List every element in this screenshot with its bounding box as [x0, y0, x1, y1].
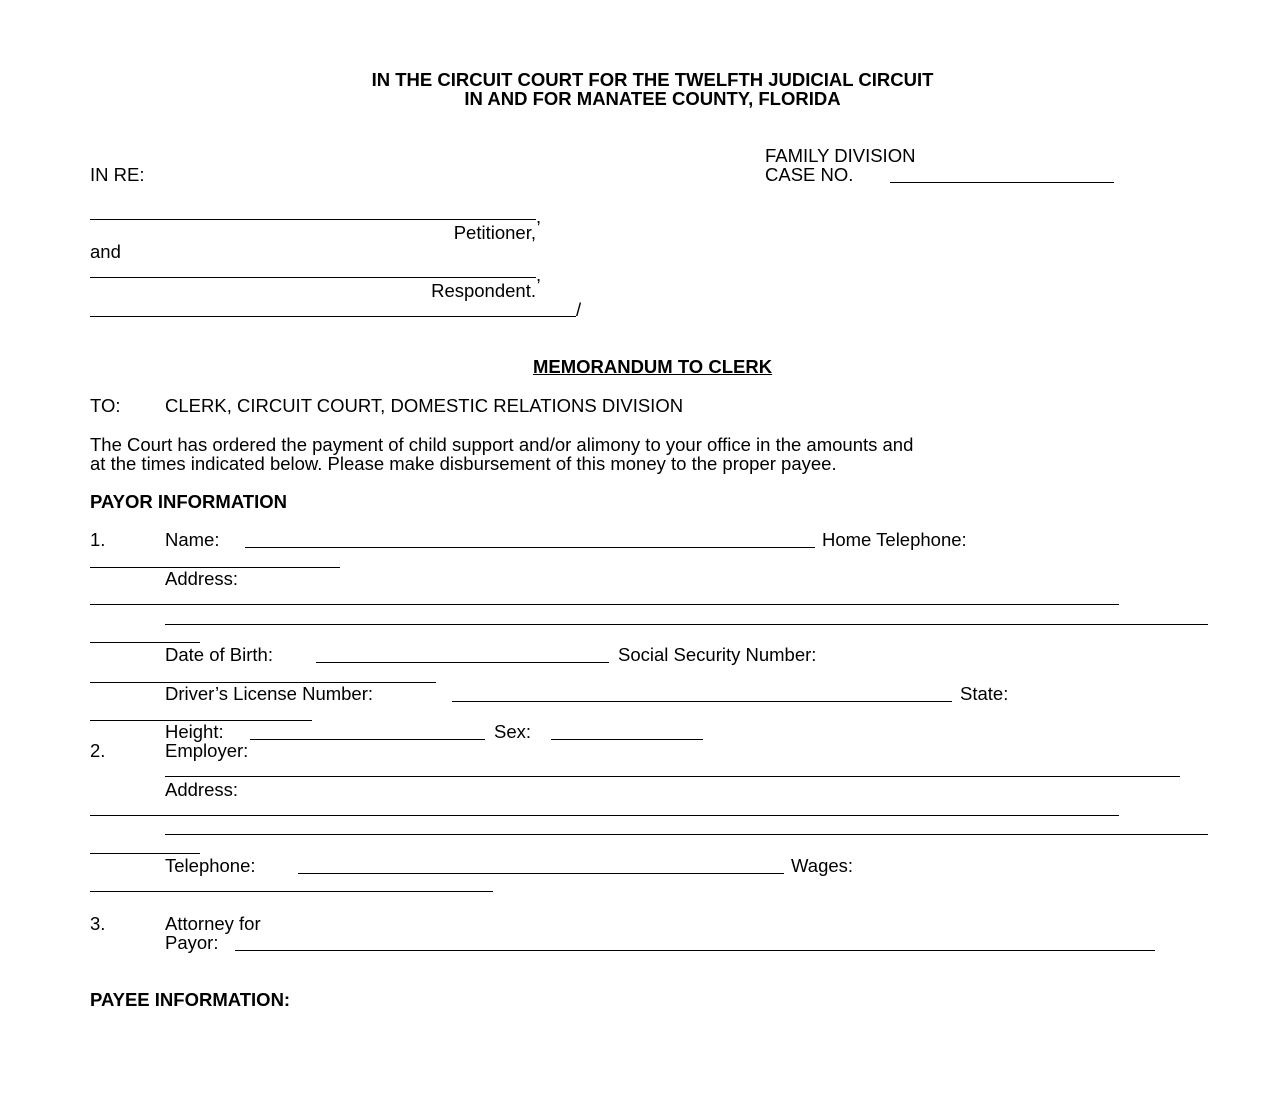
attorney-blank[interactable]: [235, 950, 1155, 951]
respondent-label: Respondent.: [431, 280, 536, 301]
petitioner-name-blank[interactable]: [90, 219, 536, 220]
license-blank[interactable]: [452, 701, 952, 702]
respondent-name-blank[interactable]: [90, 277, 536, 278]
employer-address-label: Address:: [165, 779, 239, 800]
court-name-line2: IN AND FOR MANATEE COUNTY, FLORIDA: [464, 88, 841, 109]
employer-telephone-label: Telephone:: [165, 855, 256, 876]
height-blank[interactable]: [250, 739, 485, 740]
payor-address-blank-1[interactable]: [90, 604, 1119, 605]
item-number-3: 3.: [90, 913, 106, 934]
intro-line-1: The Court has ordered the payment of child support and/or alimony to your office in the amounts and: [90, 434, 914, 455]
state-label: State:: [960, 683, 1009, 704]
court-name-line1: IN THE CIRCUIT COURT FOR THE TWELFTH JUDICIAL CIRCUIT: [371, 69, 934, 90]
payor-address-blank-2[interactable]: [165, 624, 1208, 625]
payor-name-blank[interactable]: [245, 547, 815, 548]
to-label: TO:: [90, 395, 121, 416]
petitioner-comma: ,: [536, 206, 542, 227]
license-label: Driver’s License Number:: [165, 683, 374, 704]
item-number-2: 2.: [90, 740, 106, 761]
ssn-label: Social Security Number:: [618, 644, 817, 665]
employer-telephone-blank[interactable]: [298, 873, 784, 874]
memo-title: MEMORANDUM TO CLERK: [532, 356, 773, 377]
home-telephone-label: Home Telephone:: [822, 529, 967, 550]
case-no-label: CASE NO.: [765, 164, 854, 185]
intro-line-2: at the times indicated below. Please make disbursement of this money to the proper payee.: [90, 453, 837, 474]
in-re-label: IN RE:: [90, 164, 145, 185]
payor-name-label: Name:: [165, 529, 220, 550]
item-number-1: 1.: [90, 529, 106, 550]
height-label: Height:: [165, 721, 224, 742]
case-no-blank[interactable]: [890, 182, 1114, 183]
payee-heading: PAYEE INFORMATION:: [90, 989, 291, 1010]
employer-address-blank-3[interactable]: [90, 853, 200, 854]
caption-slash: /: [576, 299, 582, 320]
wages-label: Wages:: [791, 855, 854, 876]
sex-label: Sex:: [494, 721, 532, 742]
dob-label: Date of Birth:: [165, 644, 273, 665]
attorney-label-line1: Attorney for: [165, 913, 261, 934]
employer-address-blank-2[interactable]: [165, 834, 1208, 835]
respondent-comma: ,: [536, 264, 542, 285]
and-label: and: [90, 241, 121, 262]
payor-address-label: Address:: [165, 568, 239, 589]
dob-blank[interactable]: [316, 662, 609, 663]
payor-heading: PAYOR INFORMATION: [90, 491, 287, 512]
employer-blank[interactable]: [165, 776, 1180, 777]
to-recipient: CLERK, CIRCUIT COURT, DOMESTIC RELATIONS DIVISION: [165, 395, 684, 416]
division-label: FAMILY DIVISION: [765, 145, 916, 166]
employer-address-blank-1[interactable]: [90, 815, 1119, 816]
caption-closing-blank: [90, 316, 576, 317]
petitioner-label: Petitioner,: [453, 222, 536, 243]
sex-blank[interactable]: [551, 739, 703, 740]
employer-label: Employer:: [165, 740, 249, 761]
payor-address-blank-3[interactable]: [90, 642, 200, 643]
wages-blank[interactable]: [90, 891, 493, 892]
attorney-label-line2: Payor:: [165, 932, 219, 953]
